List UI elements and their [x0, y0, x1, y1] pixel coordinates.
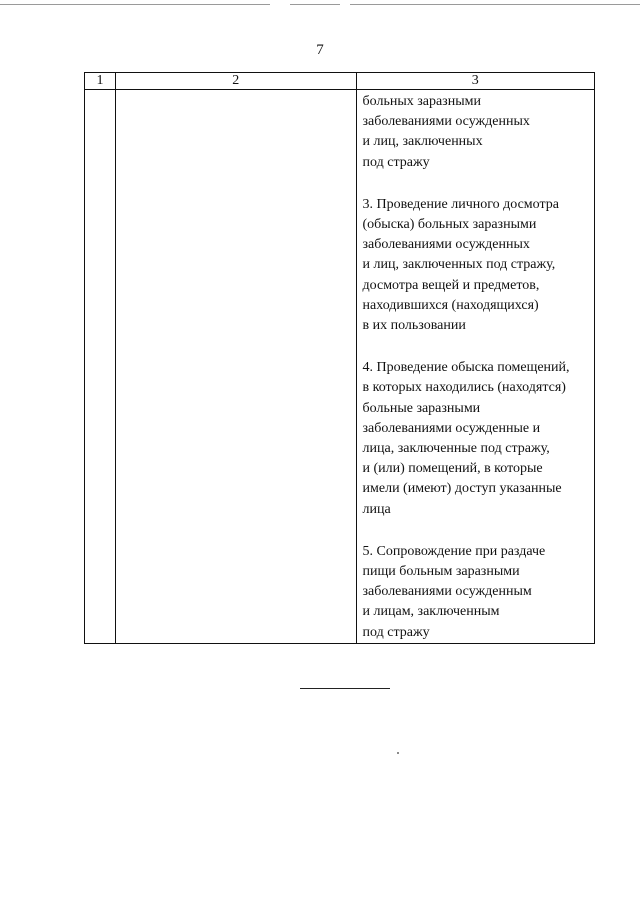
column-header-2: 2	[116, 73, 356, 90]
column-3-cell	[356, 90, 594, 644]
entry-3-personal-search	[363, 195, 594, 336]
text-line: пищи больным заразными	[362, 564, 520, 580]
text-line: и (или) помещений, в которые	[362, 461, 543, 477]
entry-continuation	[363, 92, 594, 173]
entry-4-premises-search	[363, 358, 594, 520]
page-number: 7	[316, 42, 324, 58]
text-line: в которых находились (находятся)	[362, 380, 566, 396]
text-line: находившихся (находящихся)	[362, 297, 539, 313]
text-line: больные заразными	[362, 400, 481, 416]
text-line: 3. Проведение личного досмотра	[362, 196, 559, 212]
closing-rule	[300, 688, 390, 689]
text-line: лица	[362, 501, 391, 517]
text-line: в их пользовании	[362, 318, 466, 334]
column-header-3: 3	[356, 73, 594, 90]
scan-speck	[397, 752, 399, 754]
column-1-cell	[85, 90, 116, 644]
text-line: (обыска) больных заразными	[362, 217, 537, 233]
text-line: и лиц, заключенных под стражу,	[362, 257, 556, 273]
top-edge-line-right	[350, 4, 640, 5]
top-edge-line-left	[0, 4, 270, 5]
text-line: заболеваниями осужденных	[362, 237, 530, 253]
text-line: и лицам, заключенным	[362, 604, 500, 620]
text-line: под стражу	[362, 624, 430, 640]
table-row	[85, 90, 595, 644]
entry-5-food-escort	[363, 542, 594, 643]
text-line: и лиц, заключенных	[362, 134, 483, 150]
column-2-cell	[116, 90, 356, 644]
text-line: заболеваниями осужденные и	[362, 420, 541, 436]
text-line: досмотра вещей и предметов,	[362, 277, 540, 293]
text-line: заболеваниями осужденным	[362, 584, 532, 600]
text-line: лица, заключенные под стражу,	[362, 441, 550, 457]
document-table	[84, 72, 595, 644]
text-line: 4. Проведение обыска помещений,	[362, 360, 570, 376]
text-line: заболеваниями осужденных	[362, 114, 530, 130]
text-line: имели (имеют) доступ указанные	[362, 481, 562, 497]
top-edge-line-middle	[290, 4, 340, 5]
text-line: больных заразными	[362, 94, 481, 109]
text-line: 5. Сопровождение при раздаче	[362, 543, 546, 559]
text-line: под стражу	[362, 154, 430, 170]
column-header-1: 1	[85, 73, 116, 90]
table-header-row	[85, 73, 595, 90]
